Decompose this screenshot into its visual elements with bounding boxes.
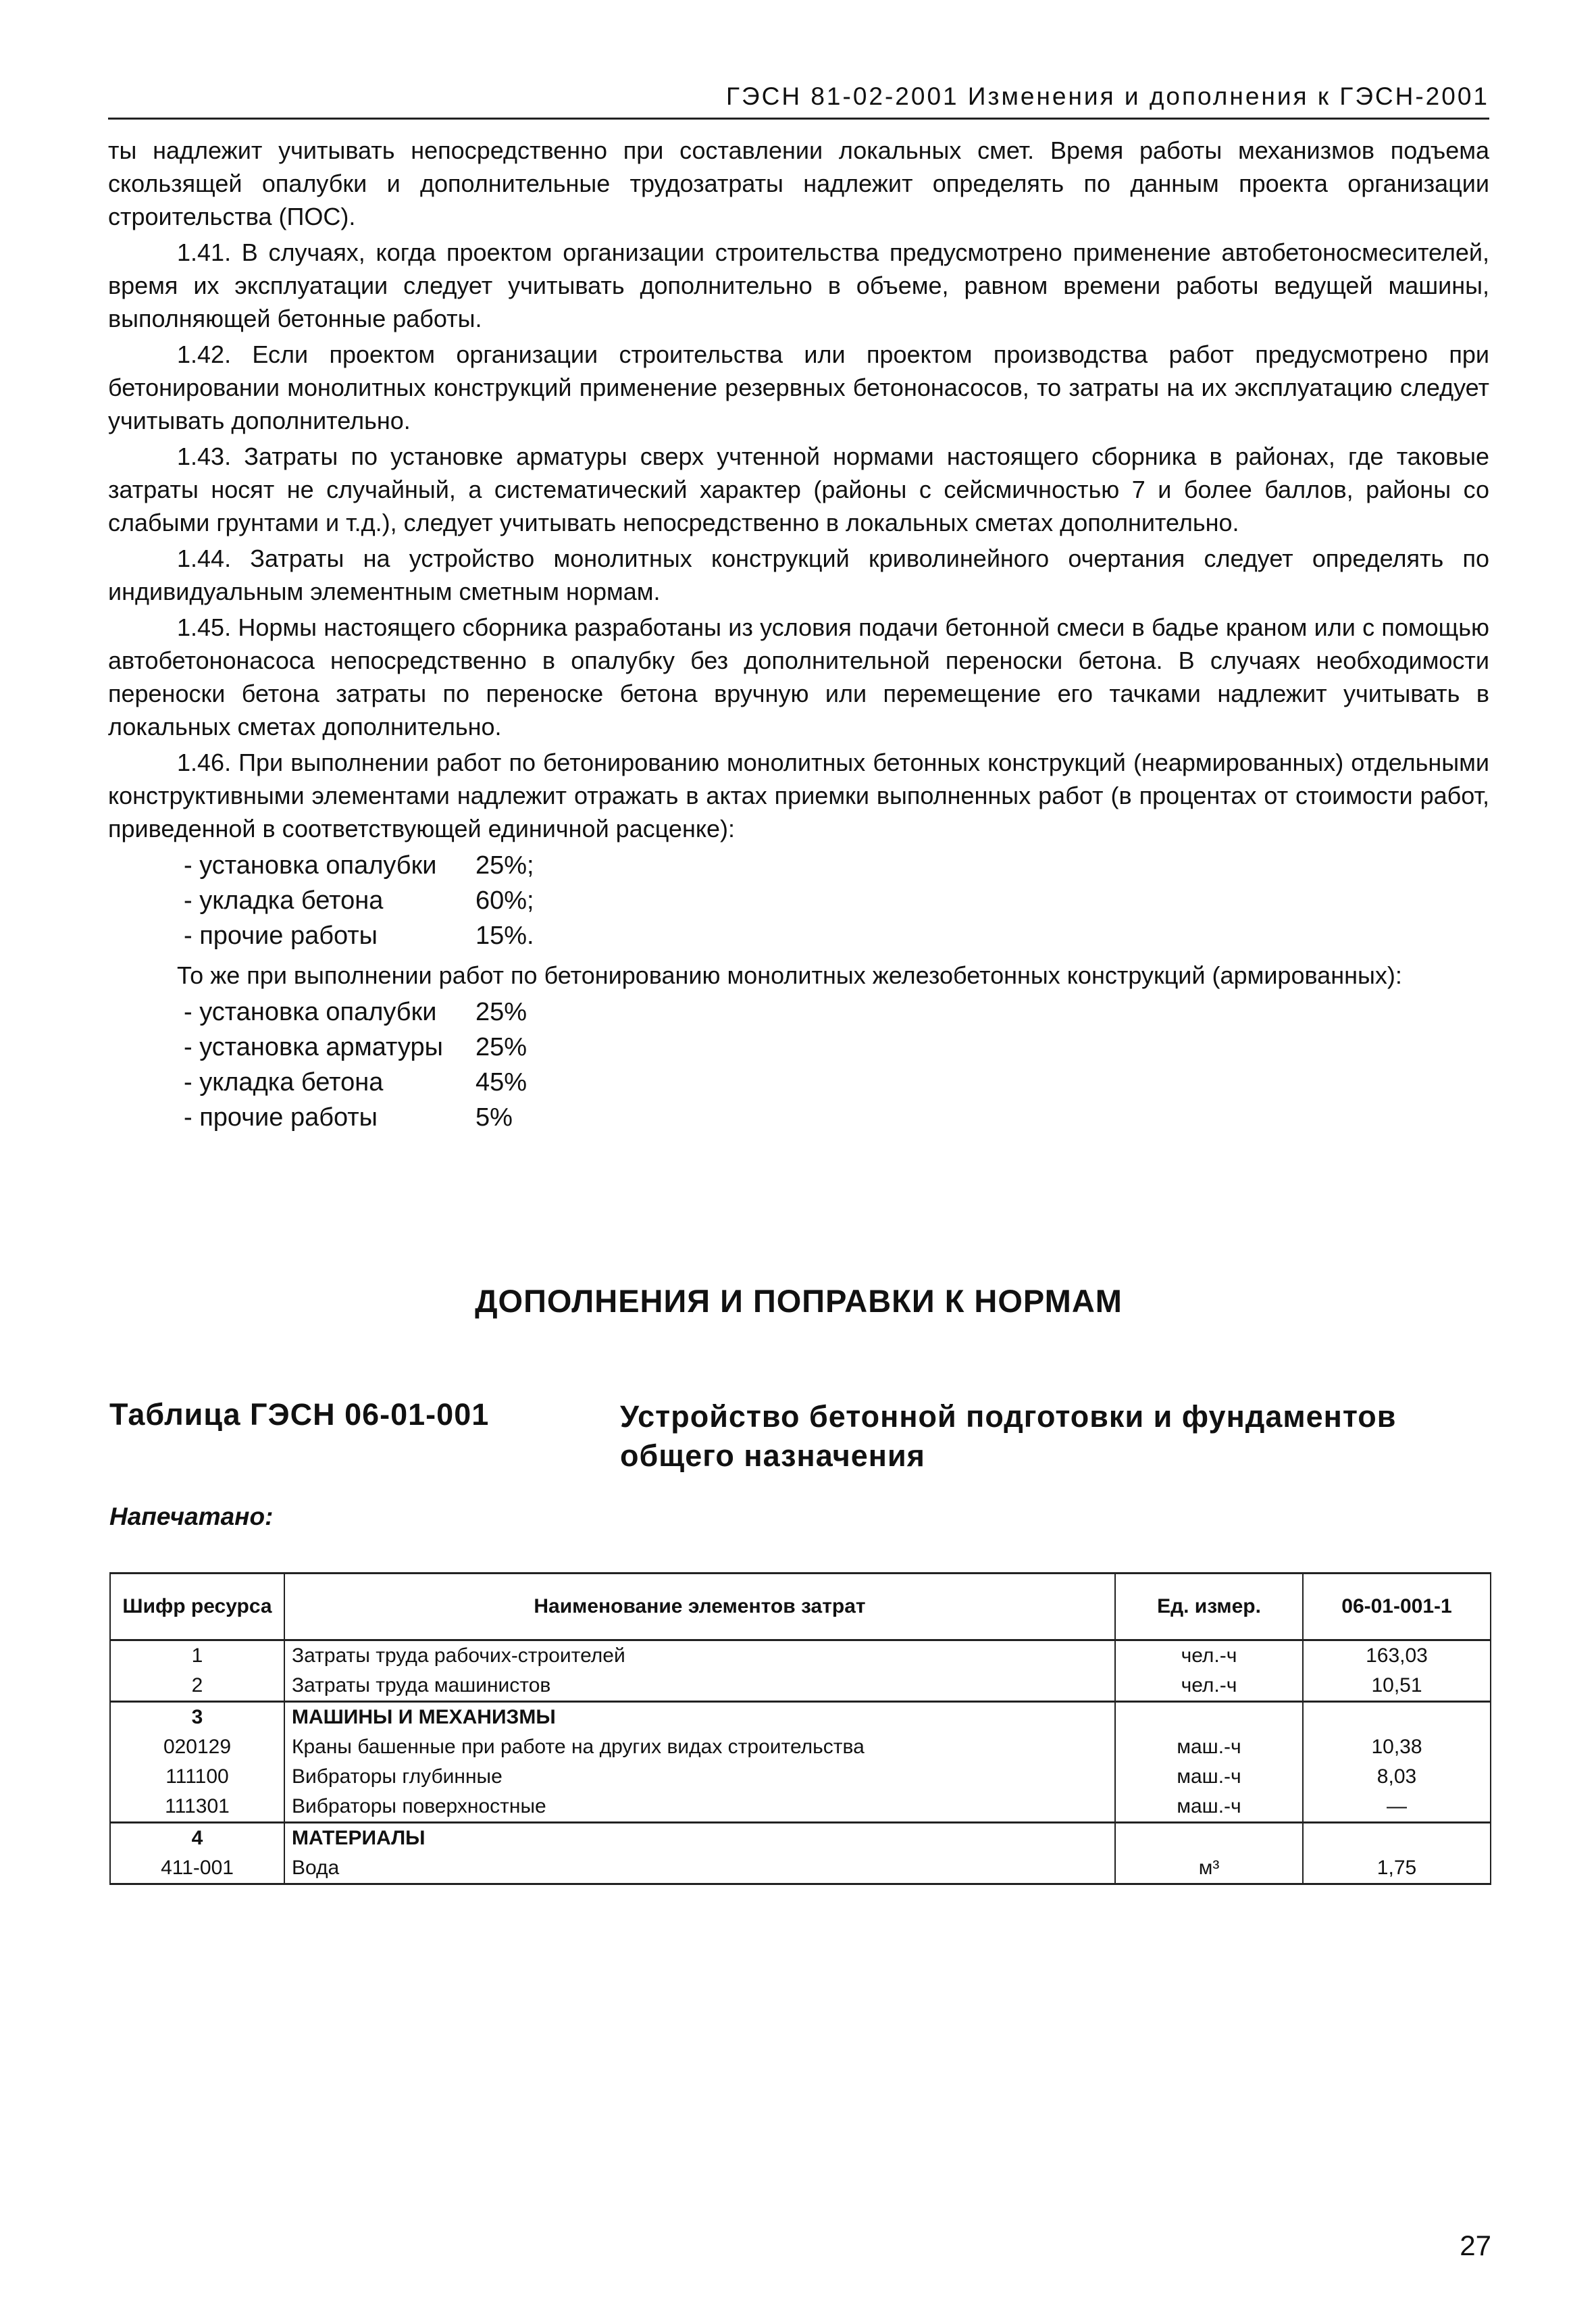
header-rule xyxy=(108,118,1489,120)
paragraph-1-43: 1.43. Затраты по установке арматуры сверх учтенной нормами настоящего сборника в районах, где таковые затраты носят не случайный, а систематический характер (районы с сейсмичностью 7 и более баллов, районы со слабыми грунтами и т.д.), следует учитывать непосредственно в локальных сметах дополнительно. xyxy=(108,443,1489,536)
cell-name: Вода xyxy=(284,1853,1115,1884)
header-value: 06-01-001-1 xyxy=(1303,1574,1491,1640)
cell-unit xyxy=(1115,1702,1303,1733)
cell-name: Вибраторы поверхностные xyxy=(284,1792,1115,1823)
cell-value: 1,75 xyxy=(1303,1853,1491,1884)
table-section-row xyxy=(110,1823,1491,1854)
list-reinforced xyxy=(108,995,1489,1135)
cell-unit: маш.-ч xyxy=(1115,1792,1303,1823)
list-item-label: - установка опалубки xyxy=(184,851,437,880)
cell-name: МАТЕРИАЛЫ xyxy=(284,1823,1115,1854)
header-name: Наименование элементов затрат xyxy=(284,1574,1115,1640)
paragraph-continued: ты надлежит учитывать непосредственно при составлении локальных смет. Время работы механизмов подъема скользящей опалубки и дополнительные трудозатраты надлежит определять по данным проекта организации строительства (ПОС). xyxy=(108,136,1489,230)
section-heading: ДОПОЛНЕНИЯ И ПОПРАВКИ К НОРМАМ xyxy=(475,1283,1123,1319)
cell-value: 163,03 xyxy=(1303,1640,1491,1671)
cell-code: 111100 xyxy=(110,1762,284,1792)
cell-code: 1 xyxy=(110,1640,284,1671)
table-row xyxy=(110,1732,1491,1762)
paragraph-1-42: 1.42. Если проектом организации строительства или проектом производства работ предусмотрено при бетонировании монолитных конструкций применение резервных бетононасосов, то затраты на их эксплуатацию следует учитывать дополнительно. xyxy=(108,341,1489,434)
cell-unit: маш.-ч xyxy=(1115,1732,1303,1762)
list-item-value: 25% xyxy=(475,997,527,1026)
list-item-value: 45% xyxy=(475,1067,527,1097)
table-row xyxy=(110,1853,1491,1884)
list-item-label: - укладка бетона xyxy=(184,886,384,915)
table-row xyxy=(110,1762,1491,1792)
list-item xyxy=(108,848,1489,883)
cell-value: 8,03 xyxy=(1303,1762,1491,1792)
list-item-label: - прочие работы xyxy=(184,921,378,950)
paragraph-1-44: 1.44. Затраты на устройство монолитных конструкций криволинейного очертания следует определять по индивидуальным элементным сметным нормам. xyxy=(108,545,1489,605)
running-header: ГЭСН 81-02-2001 Изменения и дополнения к ГЭСН-2001 xyxy=(726,82,1489,110)
header-code: Шифр ресурса xyxy=(110,1574,284,1640)
cell-unit: чел.-ч xyxy=(1115,1671,1303,1702)
paragraph-1-46: 1.46. При выполнении работ по бетонированию монолитных бетонных конструкций (неармированных) отдельными конструктивными элементами надлежит отражать в актах приемки выполненных работ (в процентах от стоимости работ, приведенной в соответствующей единичной расценке): xyxy=(108,749,1489,842)
list-item-label: - укладка бетона xyxy=(184,1067,384,1097)
paragraph-1-45: 1.45. Нормы настоящего сборника разработаны из условия подачи бетонной смеси в бадье краном или с помощью автобетононасоса непосредственно в опалубку без дополнительной переноски бетона. В случаях необходимости переноски бетона затраты по переноске бетона вручную или перемещение его тачками надлежит учитывать в локальных сметах дополнительно. xyxy=(108,613,1489,740)
cell-name: Вибраторы глубинные xyxy=(284,1762,1115,1792)
list-item xyxy=(108,995,1489,1030)
cell-code: 411-001 xyxy=(110,1853,284,1884)
cell-unit: чел.-ч xyxy=(1115,1640,1303,1671)
cell-code: 020129 xyxy=(110,1732,284,1762)
list-item-value: 15%. xyxy=(475,921,534,950)
paragraph-1-41: 1.41. В случаях, когда проектом организации строительства предусмотрено применение автобетоносмесителей, время их эксплуатации следует учитывать дополнительно в объеме, равном времени работы ведущей машины, выполняющей бетонные работы. xyxy=(108,238,1489,332)
cell-unit xyxy=(1115,1823,1303,1854)
list-item-label: - прочие работы xyxy=(184,1103,378,1132)
table-row xyxy=(110,1671,1491,1702)
cell-code: 3 xyxy=(110,1702,284,1733)
cell-code: 4 xyxy=(110,1823,284,1854)
list-item xyxy=(108,1030,1489,1065)
cell-value xyxy=(1303,1702,1491,1733)
cell-code: 2 xyxy=(110,1671,284,1702)
norm-table xyxy=(109,1572,1491,1885)
list-item-label: - установка опалубки xyxy=(184,997,437,1026)
cell-unit: м³ xyxy=(1115,1853,1303,1884)
list-item-value: 5% xyxy=(475,1103,513,1132)
cell-value: 10,51 xyxy=(1303,1671,1491,1702)
cell-name: Краны башенные при работе на других видах строительства xyxy=(284,1732,1115,1762)
cell-value: 10,38 xyxy=(1303,1732,1491,1762)
cell-name: Затраты труда машинистов xyxy=(284,1671,1115,1702)
list-item xyxy=(108,883,1489,918)
cell-name: МАШИНЫ И МЕХАНИЗМЫ xyxy=(284,1702,1115,1733)
table-section-row xyxy=(110,1702,1491,1733)
list-unreinforced xyxy=(108,848,1489,953)
page-number: 27 xyxy=(1460,2230,1491,2261)
table-row xyxy=(110,1640,1491,1671)
list-item xyxy=(108,1100,1489,1135)
list-item-value: 25%; xyxy=(475,851,534,880)
cell-name: Затраты труда рабочих-строителей xyxy=(284,1640,1115,1671)
list-item-value: 25% xyxy=(475,1032,527,1061)
table-header-row xyxy=(110,1574,1491,1640)
table-title: Устройство бетонной подготовки и фундаментов общего назначения xyxy=(620,1399,1397,1473)
table-row xyxy=(110,1792,1491,1823)
printed-label: Напечатано: xyxy=(109,1503,274,1530)
list-item-value: 60%; xyxy=(475,886,534,915)
list-item-label: - установка арматуры xyxy=(184,1032,443,1061)
paragraph-same-reinforced: То же при выполнении работ по бетонированию монолитных железобетонных конструкций (армированных): xyxy=(177,961,1402,989)
list-item xyxy=(108,1065,1489,1100)
header-unit: Ед. измер. xyxy=(1115,1574,1303,1640)
list-item xyxy=(108,918,1489,953)
cell-code: 111301 xyxy=(110,1792,284,1823)
table-label: Таблица ГЭСН 06-01-001 xyxy=(109,1397,490,1432)
cell-value xyxy=(1303,1823,1491,1854)
cell-unit: маш.-ч xyxy=(1115,1762,1303,1792)
body-text xyxy=(108,134,1489,1140)
cell-value: — xyxy=(1303,1792,1491,1823)
